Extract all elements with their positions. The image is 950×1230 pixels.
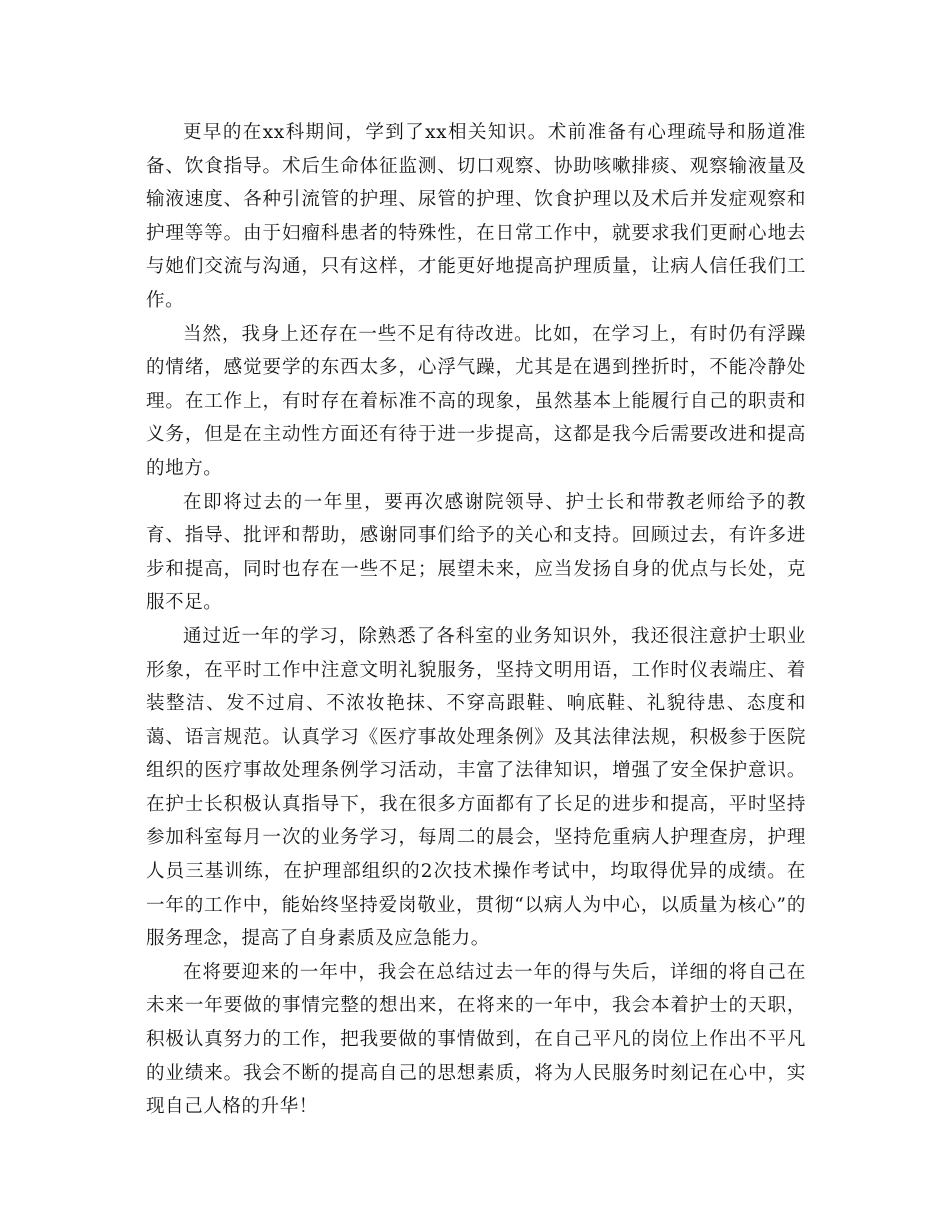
paragraph-4: 通过近一年的学习，除熟悉了各科室的业务知识外，我还很注意护士职业形象，在平时工作中注意文明礼貌服务，坚持文明用语，工作时仪表端庄、着装整洁、发不过肩、不浓妆艳抹、不穿高跟鞋、响底鞋、礼貌待患、态度和蔼、语言规范。认真学习《医疗事故处理条例》及其法律法规，积极参于医院组织的医疗事故处理条例学习活动，丰富了法律知识，增强了安全保护意识。在护士长积极认真指导下，我在很多方面都有了长足的进步和提高，平时坚持参加科室每月一次的业务学习，每周二的晨会，坚持危重病人护理查房，护理人员三基训练，在护理部组织的2次技术操作考试中，均取得优异的成绩。在一年的工作中，能始终坚持爱岗敬业，贯彻“以病人为中心，以质量为核心”的服务理念，提高了自身素质及应急能力。 xyxy=(146,625,806,950)
paragraph-2: 当然，我身上还存在一些不足有待改进。比如，在学习上，有时仍有浮躁的情绪，感觉要学的东西太多，心浮气躁，尤其是在遇到挫折时，不能冷静处理。在工作上，有时存在着标准不高的现象，虽然基本上能履行自己的职责和义务，但是在主动性方面还有待于进一步提高，这都是我今后需要改进和提高的地方。 xyxy=(146,323,806,479)
paragraph-3: 在即将过去的一年里，要再次感谢院领导、护士长和带教老师给予的教育、指导、批评和帮助，感谢同事们给予的关心和支持。回顾过去，有许多进步和提高，同时也存在一些不足；展望未来，应当发扬自身的优点与长处，克服不足。 xyxy=(146,491,806,614)
document-body xyxy=(146,116,806,1124)
paragraph-1: 更早的在xx科期间，学到了xx相关知识。术前准备有心理疏导和肠道准备、饮食指导。术后生命体征监测、切口观察、协助咳嗽排痰、观察输液量及输液速度、各种引流管的护理、尿管的护理、饮食护理以及术后并发症观察和护理等等。由于妇瘤科患者的特殊性，在日常工作中，就要求我们更耐心地去与她们交流与沟通，只有这样，才能更好地提高护理质量，让病人信任我们工作。 xyxy=(146,122,806,311)
paragraph-5: 在将要迎来的一年中，我会在总结过去一年的得与失后，详细的将自己在未来一年要做的事情完整的想出来，在将来的一年中，我会本着护士的天职，积极认真努力的工作，把我要做的事情做到，在自己平凡的岗位上作出不平凡的业绩来。我会不断的提高自己的思想素质，将为人民服务时刻记在心中，实现自己人格的升华！ xyxy=(146,961,806,1118)
